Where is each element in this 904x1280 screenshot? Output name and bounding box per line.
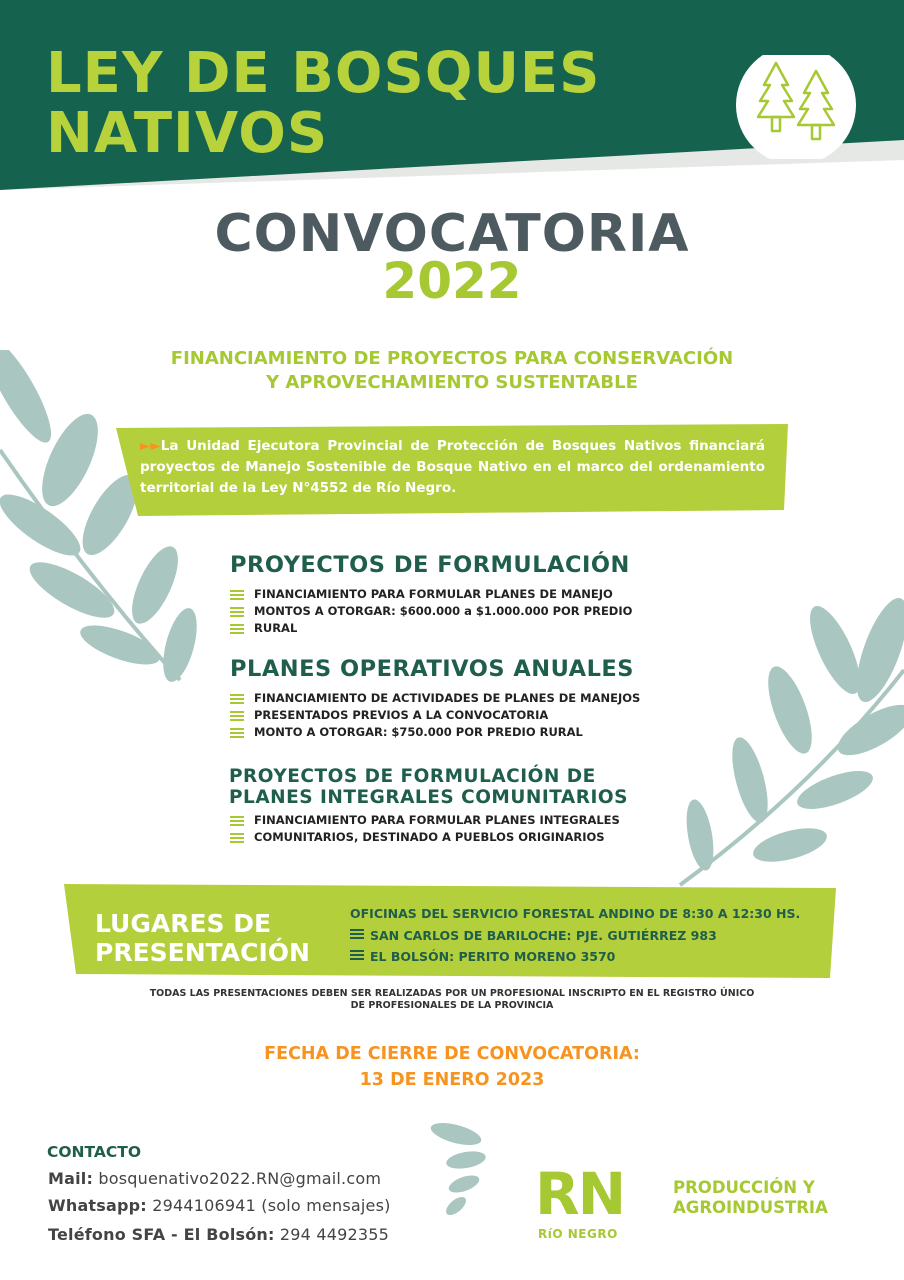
leaves-left-decoration [0, 350, 200, 690]
trees-icon [736, 55, 856, 159]
contact-phone: Teléfono SFA - El Bolsón: 294 4492355 [48, 1225, 390, 1244]
lugares-title: LUGARES DE PRESENTACIÓN [95, 909, 310, 967]
section-planes-integrales-list [230, 812, 620, 846]
contact-mail: Mail: bosquenativo2022.RN@gmail.com [48, 1169, 382, 1188]
list-item: FINANCIAMIENTO DE ACTIVIDADES DE PLANES DE MANEJOS [230, 690, 640, 707]
list-item: FINANCIAMIENTO PARA FORMULAR PLANES INTEGRALES [230, 812, 620, 829]
department-name: PRODUCCIÓN Y AGROINDUSTRIA [673, 1178, 828, 1217]
place-bariloche: SAN CARLOS DE BARILOCHE: PJE. GUTIÉRREZ 983 [350, 925, 800, 946]
disclaimer: TODAS LAS PRESENTACIONES DEBEN SER REALIZADAS POR UN PROFESIONAL INSCRIPTO EN EL REGISTRO ÚNICO DE PROFESIONALES DE LA PROVINCIA [149, 988, 755, 1011]
list-item: MONTOS A OTORGAR: $600.000 a $1.000.000 POR PREDIO [230, 603, 632, 620]
rio-negro-logo: RN [535, 1160, 625, 1228]
contact-title: CONTACTO [47, 1143, 142, 1161]
intro-text: ►►La Unidad Ejecutora Provincial de Protección de Bosques Nativos financiará proyectos de Manejo Sostenible de Bosque Nativo en el marco del ordenamiento territorial de la Ley N°4552 de Río Negro. [140, 438, 765, 496]
section-title-planes-integrales: PROYECTOS DE FORMULACIÓN DE PLANES INTEGRALES COMUNITARIOS [229, 766, 628, 808]
section-title-formulacion: PROYECTOS DE FORMULACIÓN [230, 552, 630, 578]
contact-whatsapp: Whatsapp: 2944106941 (solo mensajes) [48, 1196, 391, 1215]
leaves-right-decoration [660, 590, 904, 890]
rio-negro-label: RíO NEGRO [538, 1227, 618, 1241]
list-item: COMUNITARIOS, DESTINADO A PUEBLOS ORIGINARIOS [230, 829, 620, 846]
page-title: LEY DE BOSQUES NATIVOS [46, 41, 601, 166]
section-title-planes-operativos: PLANES OPERATIVOS ANUALES [230, 656, 635, 682]
section-formulacion-list [230, 586, 632, 637]
oficinas-info: OFICINAS DEL SERVICIO FORESTAL ANDINO DE 8:30 A 12:30 HS. SAN CARLOS DE BARILOCHE: PJE. GUTIÉRREZ 983 EL BOLSÓN: PERITO MORENO 3570 [350, 906, 800, 967]
convocatoria-year: 2022 [382, 252, 522, 310]
section-planes-operativos-list [230, 690, 640, 741]
list-item: MONTO A OTORGAR: $750.000 POR PREDIO RURAL [230, 724, 640, 741]
mail-link[interactable]: bosquenativo2022.RN@gmail.com [98, 1169, 382, 1188]
place-el-bolson: EL BOLSÓN: PERITO MORENO 3570 [350, 946, 800, 967]
list-item: PRESENTADOS PREVIOS A LA CONVOCATORIA [230, 707, 640, 724]
list-item: FINANCIAMIENTO PARA FORMULAR PLANES DE MANEJO [230, 586, 632, 603]
subtitle: FINANCIAMIENTO DE PROYECTOS PARA CONSERVACIÓN Y APROVECHAMIENTO SUSTENTABLE [170, 348, 734, 393]
leaves-bottom-decoration [426, 1120, 496, 1220]
closing-date: FECHA DE CIERRE DE CONVOCATORIA: 13 DE ENERO 2023 [264, 1044, 640, 1090]
convocatoria-heading: CONVOCATORIA [214, 204, 690, 264]
list-item: RURAL [230, 620, 632, 637]
